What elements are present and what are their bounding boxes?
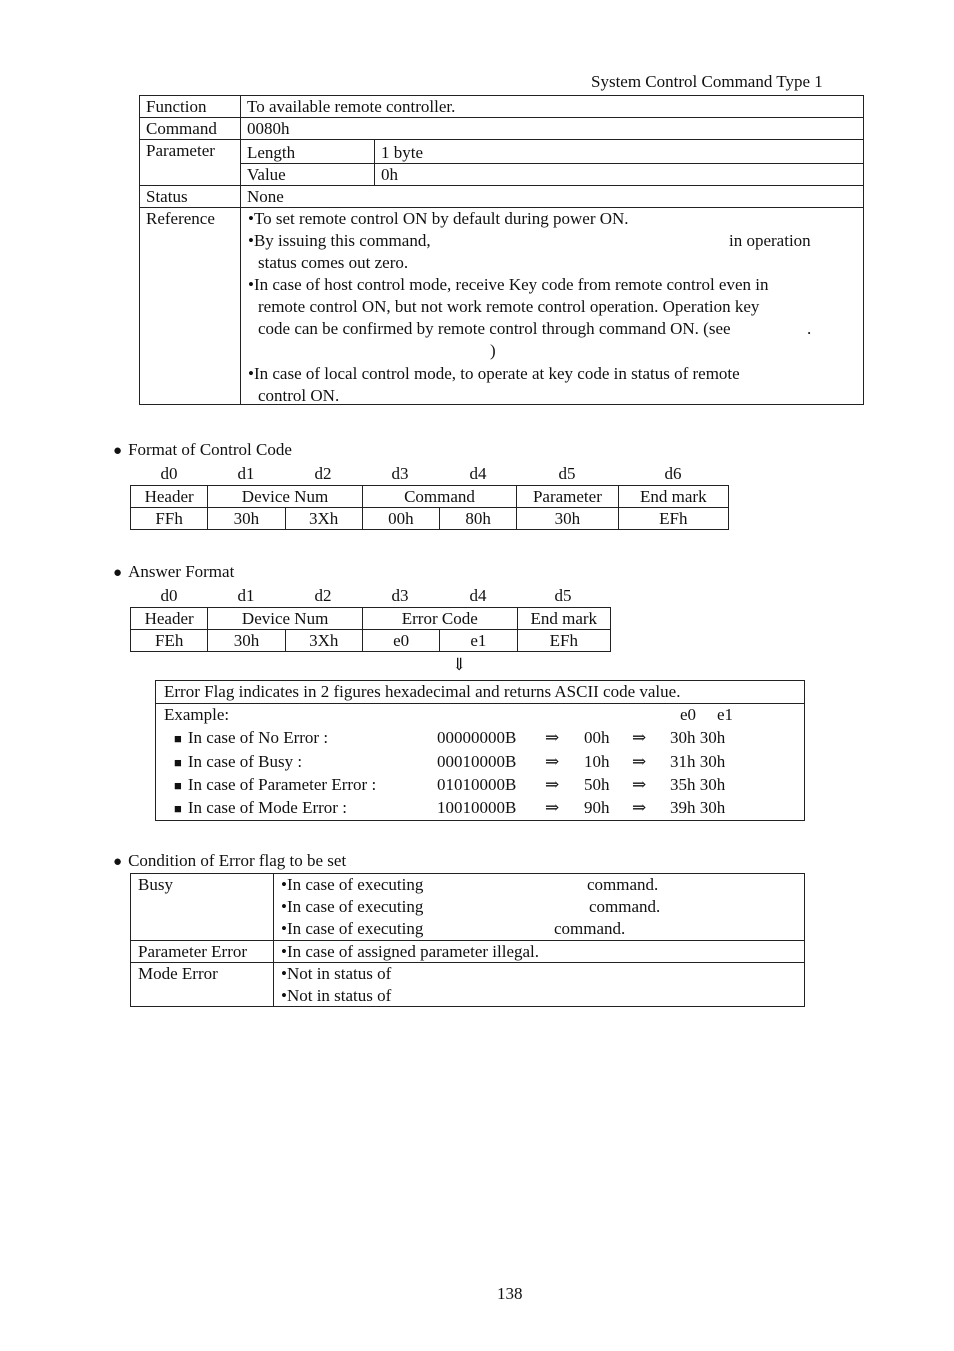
reference-line: in operation	[729, 231, 811, 250]
command-row	[140, 118, 864, 140]
d-label: d2	[314, 464, 332, 483]
value-cell: 3Xh	[285, 630, 362, 652]
error-row-hex: 90h	[584, 798, 610, 817]
busy-line-tail: command.	[589, 897, 661, 916]
param-error-row	[131, 941, 805, 963]
page-header-title: System Control Command Type 1	[591, 72, 823, 91]
command-cell: Command	[362, 486, 517, 508]
busy-line: •In case of executing	[281, 875, 424, 894]
error-row-ascii: 35h 30h	[670, 775, 726, 794]
e0-label: e0	[680, 705, 697, 724]
value-cell: 30h	[517, 508, 618, 530]
error-row-label: ■ In case of Parameter Error :	[174, 775, 377, 794]
control-format-heading: ● Format of Control Code	[113, 440, 292, 459]
error-row-binary: 10010000B	[437, 798, 517, 817]
param-error-label: Parameter Error	[131, 941, 274, 963]
bullet-icon: ●	[113, 565, 123, 581]
example-label: Example:	[164, 705, 230, 724]
right-arrow-icon: ⇒	[632, 775, 647, 794]
value-cell: e0	[362, 630, 439, 652]
square-bullet-icon: ■	[174, 801, 182, 816]
error-row-hex: 10h	[584, 752, 610, 771]
length-value: 1 byte	[375, 140, 864, 164]
reference-line: •To set remote control ON by default during power ON.	[248, 209, 629, 228]
value-cell: FEh	[131, 630, 208, 652]
condition-heading: ● Condition of Error flag to be set	[113, 851, 347, 870]
busy-line: •In case of executing	[281, 897, 424, 916]
square-bullet-icon: ■	[174, 731, 182, 746]
reference-label: Reference	[140, 208, 241, 405]
d-label: d1	[237, 586, 255, 605]
error-row-ascii: 30h 30h	[670, 728, 726, 747]
header-cell: Header	[131, 608, 208, 630]
mode-line: •Not in status of	[281, 964, 392, 983]
parameter-label: Parameter	[140, 140, 241, 186]
d-label: d6	[664, 464, 682, 483]
value-cell: 30h	[208, 508, 285, 530]
busy-line-tail: command.	[587, 875, 659, 894]
reference-line: control ON.	[258, 386, 340, 405]
reference-line: .	[807, 319, 812, 338]
d-label: d0	[160, 464, 178, 483]
down-arrow-icon: ⇓	[452, 655, 467, 674]
answer-format-table	[130, 607, 611, 652]
function-label: Function	[140, 96, 241, 118]
value-cell: 30h	[208, 630, 285, 652]
mode-error-row	[131, 963, 805, 1007]
value-cell: 3Xh	[285, 508, 362, 530]
value-cell: 80h	[440, 508, 517, 530]
d-label: d1	[237, 464, 255, 483]
value-cell: FFh	[131, 508, 208, 530]
bullet-icon: ●	[113, 443, 123, 459]
right-arrow-icon: ⇒	[545, 775, 560, 794]
device-num-cell: Device Num	[208, 608, 363, 630]
error-row-binary: 01010000B	[437, 775, 517, 794]
d-label: d3	[391, 464, 409, 483]
mode-error-conditions	[274, 963, 805, 1007]
end-mark-cell: End mark	[618, 486, 728, 508]
param-error-value: •In case of assigned parameter illegal.	[274, 941, 805, 963]
error-row-binary: 00010000B	[437, 752, 517, 771]
d-label: d4	[469, 586, 487, 605]
condition-table	[130, 873, 805, 1007]
status-label: Status	[140, 186, 241, 208]
command-spec-table	[139, 95, 864, 405]
reference-line: •In case of local control mode, to operate at key code in status of remote	[248, 364, 740, 383]
value-value: 0h	[375, 164, 864, 186]
error-row-hex: 00h	[584, 728, 610, 747]
header-cell: Header	[131, 486, 208, 508]
error-row-binary: 00000000B	[437, 728, 517, 747]
d-label: d4	[469, 464, 487, 483]
reference-line: )	[490, 341, 496, 360]
parameter-value-row	[140, 164, 864, 186]
d-label: d5	[554, 586, 572, 605]
control-format-table	[130, 485, 729, 530]
error-row-label: ■ In case of Busy :	[174, 752, 303, 771]
d-label: d3	[391, 586, 409, 605]
reference-line: status comes out zero.	[258, 253, 409, 272]
page-number: 138	[497, 1284, 523, 1303]
error-flag-box	[155, 680, 805, 821]
command-value: 0080h	[241, 118, 864, 140]
status-value: None	[241, 186, 864, 208]
busy-row	[131, 874, 805, 941]
right-arrow-icon: ⇒	[632, 752, 647, 771]
error-flag-title: Error Flag indicates in 2 figures hexadecimal and returns ASCII code value.	[164, 682, 681, 701]
value-cell: e1	[440, 630, 517, 652]
mode-line: •Not in status of	[281, 986, 392, 1005]
parameter-length-row	[140, 140, 864, 164]
error-row-ascii: 39h 30h	[670, 798, 726, 817]
right-arrow-icon: ⇒	[545, 728, 560, 747]
error-row-hex: 50h	[584, 775, 610, 794]
e1-label: e1	[717, 705, 734, 724]
reference-row	[140, 208, 864, 405]
reference-line: •In case of host control mode, receive Key code from remote control even in	[248, 275, 769, 294]
reference-line: code can be confirmed by remote control through command ON. (see	[258, 319, 731, 338]
value-cell: 00h	[362, 508, 439, 530]
reference-line: remote control ON, but not work remote control operation. Operation key	[258, 297, 760, 316]
error-code-cell: Error Code	[362, 608, 517, 630]
square-bullet-icon: ■	[174, 778, 182, 793]
value-label: Value	[241, 164, 375, 186]
right-arrow-icon: ⇒	[545, 798, 560, 817]
right-arrow-icon: ⇒	[632, 728, 647, 747]
reference-value	[241, 208, 864, 405]
reference-line: •By issuing this command,	[248, 231, 431, 250]
error-row-label: ■ In case of Mode Error :	[174, 798, 347, 817]
right-arrow-icon: ⇒	[632, 798, 647, 817]
busy-line-tail: command.	[554, 919, 626, 938]
command-label: Command	[140, 118, 241, 140]
function-value: To available remote controller.	[241, 96, 864, 118]
length-label: Length	[241, 140, 375, 164]
device-num-cell: Device Num	[208, 486, 363, 508]
answer-format-d-labels	[0, 586, 954, 606]
bullet-icon: ●	[113, 854, 123, 870]
d-label: d0	[160, 586, 178, 605]
end-mark-cell: End mark	[517, 608, 610, 630]
parameter-cell: Parameter	[517, 486, 618, 508]
status-row	[140, 186, 864, 208]
control-format-d-labels	[0, 464, 954, 484]
right-arrow-icon: ⇒	[545, 752, 560, 771]
d-label: d2	[314, 586, 332, 605]
error-row-ascii: 31h 30h	[670, 752, 726, 771]
value-cell: EFh	[618, 508, 728, 530]
mode-error-label: Mode Error	[131, 963, 274, 1007]
square-bullet-icon: ■	[174, 755, 182, 770]
busy-line: •In case of executing	[281, 919, 424, 938]
answer-format-heading: ● Answer Format	[113, 562, 235, 581]
busy-conditions	[274, 874, 805, 941]
error-row-label: ■ In case of No Error :	[174, 728, 329, 747]
value-cell: EFh	[517, 630, 610, 652]
busy-label: Busy	[131, 874, 274, 941]
function-row	[140, 96, 864, 118]
d-label: d5	[558, 464, 576, 483]
